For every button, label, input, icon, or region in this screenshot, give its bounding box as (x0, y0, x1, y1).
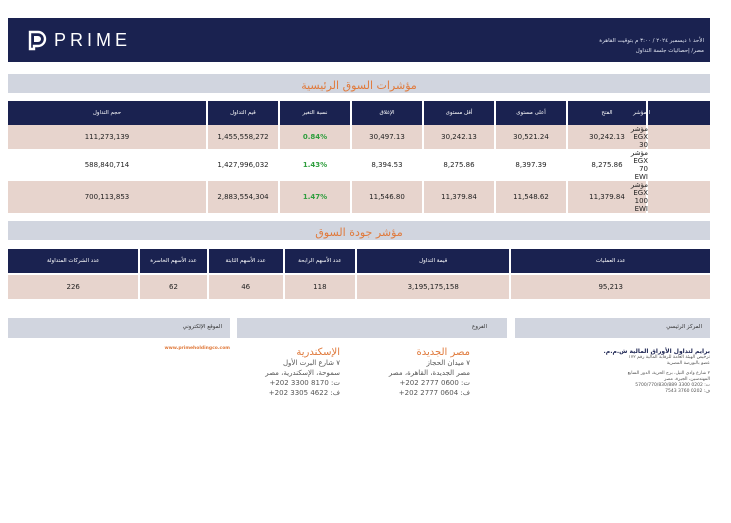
col-trade-value: قيمة التداول (357, 249, 509, 273)
table-row (8, 125, 710, 149)
index-name-cell: مؤشر EGX 30 (648, 125, 710, 149)
value-cell: 1,455,558,272 (208, 125, 278, 149)
col-open: الفتح (568, 101, 646, 125)
open-cell: 11,379.84 (568, 181, 646, 213)
branch-address-line: مصر الجديدة، القاهرة، مصر (388, 369, 470, 377)
main-indices-table (6, 101, 712, 213)
table-row (8, 149, 710, 181)
market-quality-header-row (8, 249, 710, 273)
table-row (8, 275, 710, 299)
hq-address-line: ٢ شارع وادي النيل، برج الحرية، الدور السابع (627, 371, 710, 376)
main-indices-header-row (8, 101, 710, 125)
high-cell: 30,521.24 (496, 125, 566, 149)
market-quality-title: مؤشر جودة السوق (315, 226, 403, 239)
hq-label: المركز الرئيسي (666, 324, 702, 330)
col-gainers: عدد الأسهم الرابحة (285, 249, 355, 273)
market-quality-table (6, 249, 712, 299)
branch-address-line: سموحة، الإسكندرية، مصر (265, 369, 340, 377)
col-low: أقل مستوى (424, 101, 494, 125)
website-block (150, 346, 230, 351)
col-volume: حجم التداول (8, 101, 206, 125)
table-row (8, 181, 710, 213)
open-cell: 8,275.86 (568, 149, 646, 181)
market-quality-title-bar (8, 221, 710, 240)
volume-cell: 588,840,714 (8, 149, 206, 181)
unchanged-cell: 46 (209, 275, 283, 299)
hq-fax: ف: 0202 3760 7543 (665, 389, 710, 394)
index-name-cell: مؤشر EGX 70 EWI (648, 149, 710, 181)
change-cell: 1.47% (280, 181, 350, 213)
col-close: الإغلاق (352, 101, 422, 125)
high-cell: 11,548.62 (496, 181, 566, 213)
col-unchanged: عدد الأسهم الثابتة (209, 249, 283, 273)
low-cell: 11,379.84 (424, 181, 494, 213)
col-index: المؤشر (648, 101, 710, 125)
branch-fax: ف: 0604 2777 202+ (398, 389, 470, 397)
report-date: الأحد ١ ديسمبر ٢٠٢٤ / ٣:٠٠ م بتوقيت القاهرة (599, 38, 704, 44)
index-name-cell: مؤشر EGX 100 EWI (648, 181, 710, 213)
website-bar (8, 318, 230, 338)
close-cell: 8,394.53 (352, 149, 422, 181)
col-traded-companies: عدد الشركات المتداولة (8, 249, 138, 273)
open-cell: 30,242.13 (568, 125, 646, 149)
report-header (8, 18, 710, 62)
volume-cell: 111,273,139 (8, 125, 206, 149)
branch-city: الإسكندرية (296, 347, 340, 358)
brand-logo (26, 29, 131, 51)
col-change: نسبة التغير (280, 101, 350, 125)
brand-name: PRIME (54, 29, 132, 50)
main-indices-title: مؤشرات السوق الرئيسية (301, 79, 417, 92)
report-subtitle: مصر/ إحصائيات جلسة التداول (635, 48, 704, 54)
col-transactions: عدد العمليات (511, 249, 710, 273)
branch-address-line: ٧ ميدان الحجاز (426, 359, 470, 367)
traded-companies-cell: 226 (8, 275, 138, 299)
branch-address-line: ٧ شارع البرت الأول (282, 359, 340, 367)
branch-city: مصر الجديدة (416, 347, 470, 358)
transactions-cell: 95,213 (511, 275, 710, 299)
close-cell: 11,546.80 (352, 181, 422, 213)
high-cell: 8,397.39 (496, 149, 566, 181)
branch-phone: ت: 0600 2777 202+ (399, 379, 470, 387)
low-cell: 8,275.86 (424, 149, 494, 181)
gainers-cell: 118 (285, 275, 355, 299)
hq-bar (515, 318, 710, 338)
losers-cell: 62 (140, 275, 206, 299)
trade-value-cell: 3,195,175,158 (357, 275, 509, 299)
branch-fax: ف: 4622 3305 202+ (268, 389, 340, 397)
change-cell: 0.84% (280, 125, 350, 149)
col-value: قيم التداول (208, 101, 278, 125)
prime-logo-icon (26, 29, 48, 51)
low-cell: 30,242.13 (424, 125, 494, 149)
website-label: الموقع الإلكتروني (182, 324, 222, 330)
col-high: أعلى مستوى (496, 101, 566, 125)
hq-line: عضو بالبورصة المصرية (666, 361, 710, 366)
branches-label: الفروع (472, 324, 487, 330)
branch-phone: ت: 8170 3300 202+ (269, 379, 340, 387)
branches-bar (237, 318, 507, 338)
hq-phone: ت: 0202 3300 5700/770/830/889 (635, 383, 710, 388)
branch-heliopolis (360, 347, 470, 398)
website-link[interactable]: www.primeholdingco.com (164, 346, 230, 351)
change-cell: 1.43% (280, 149, 350, 181)
volume-cell: 700,113,853 (8, 181, 206, 213)
value-cell: 2,883,554,304 (208, 181, 278, 213)
value-cell: 1,427,996,032 (208, 149, 278, 181)
hq-company-name: برايم لتداول الأوراق المالية ش.م.م. (603, 348, 710, 355)
hq-address-line: المهندسين، الجيزة، مصر (664, 377, 710, 382)
branch-alexandria (240, 347, 340, 398)
main-indices-title-bar (8, 74, 710, 93)
close-cell: 30,497.13 (352, 125, 422, 149)
col-losers: عدد الأسهم الخاسرة (140, 249, 206, 273)
hq-line: ترخيص الهيئة العامة للرقابة المالية رقم ١٧٢ (628, 355, 710, 360)
hq-block (590, 348, 710, 395)
